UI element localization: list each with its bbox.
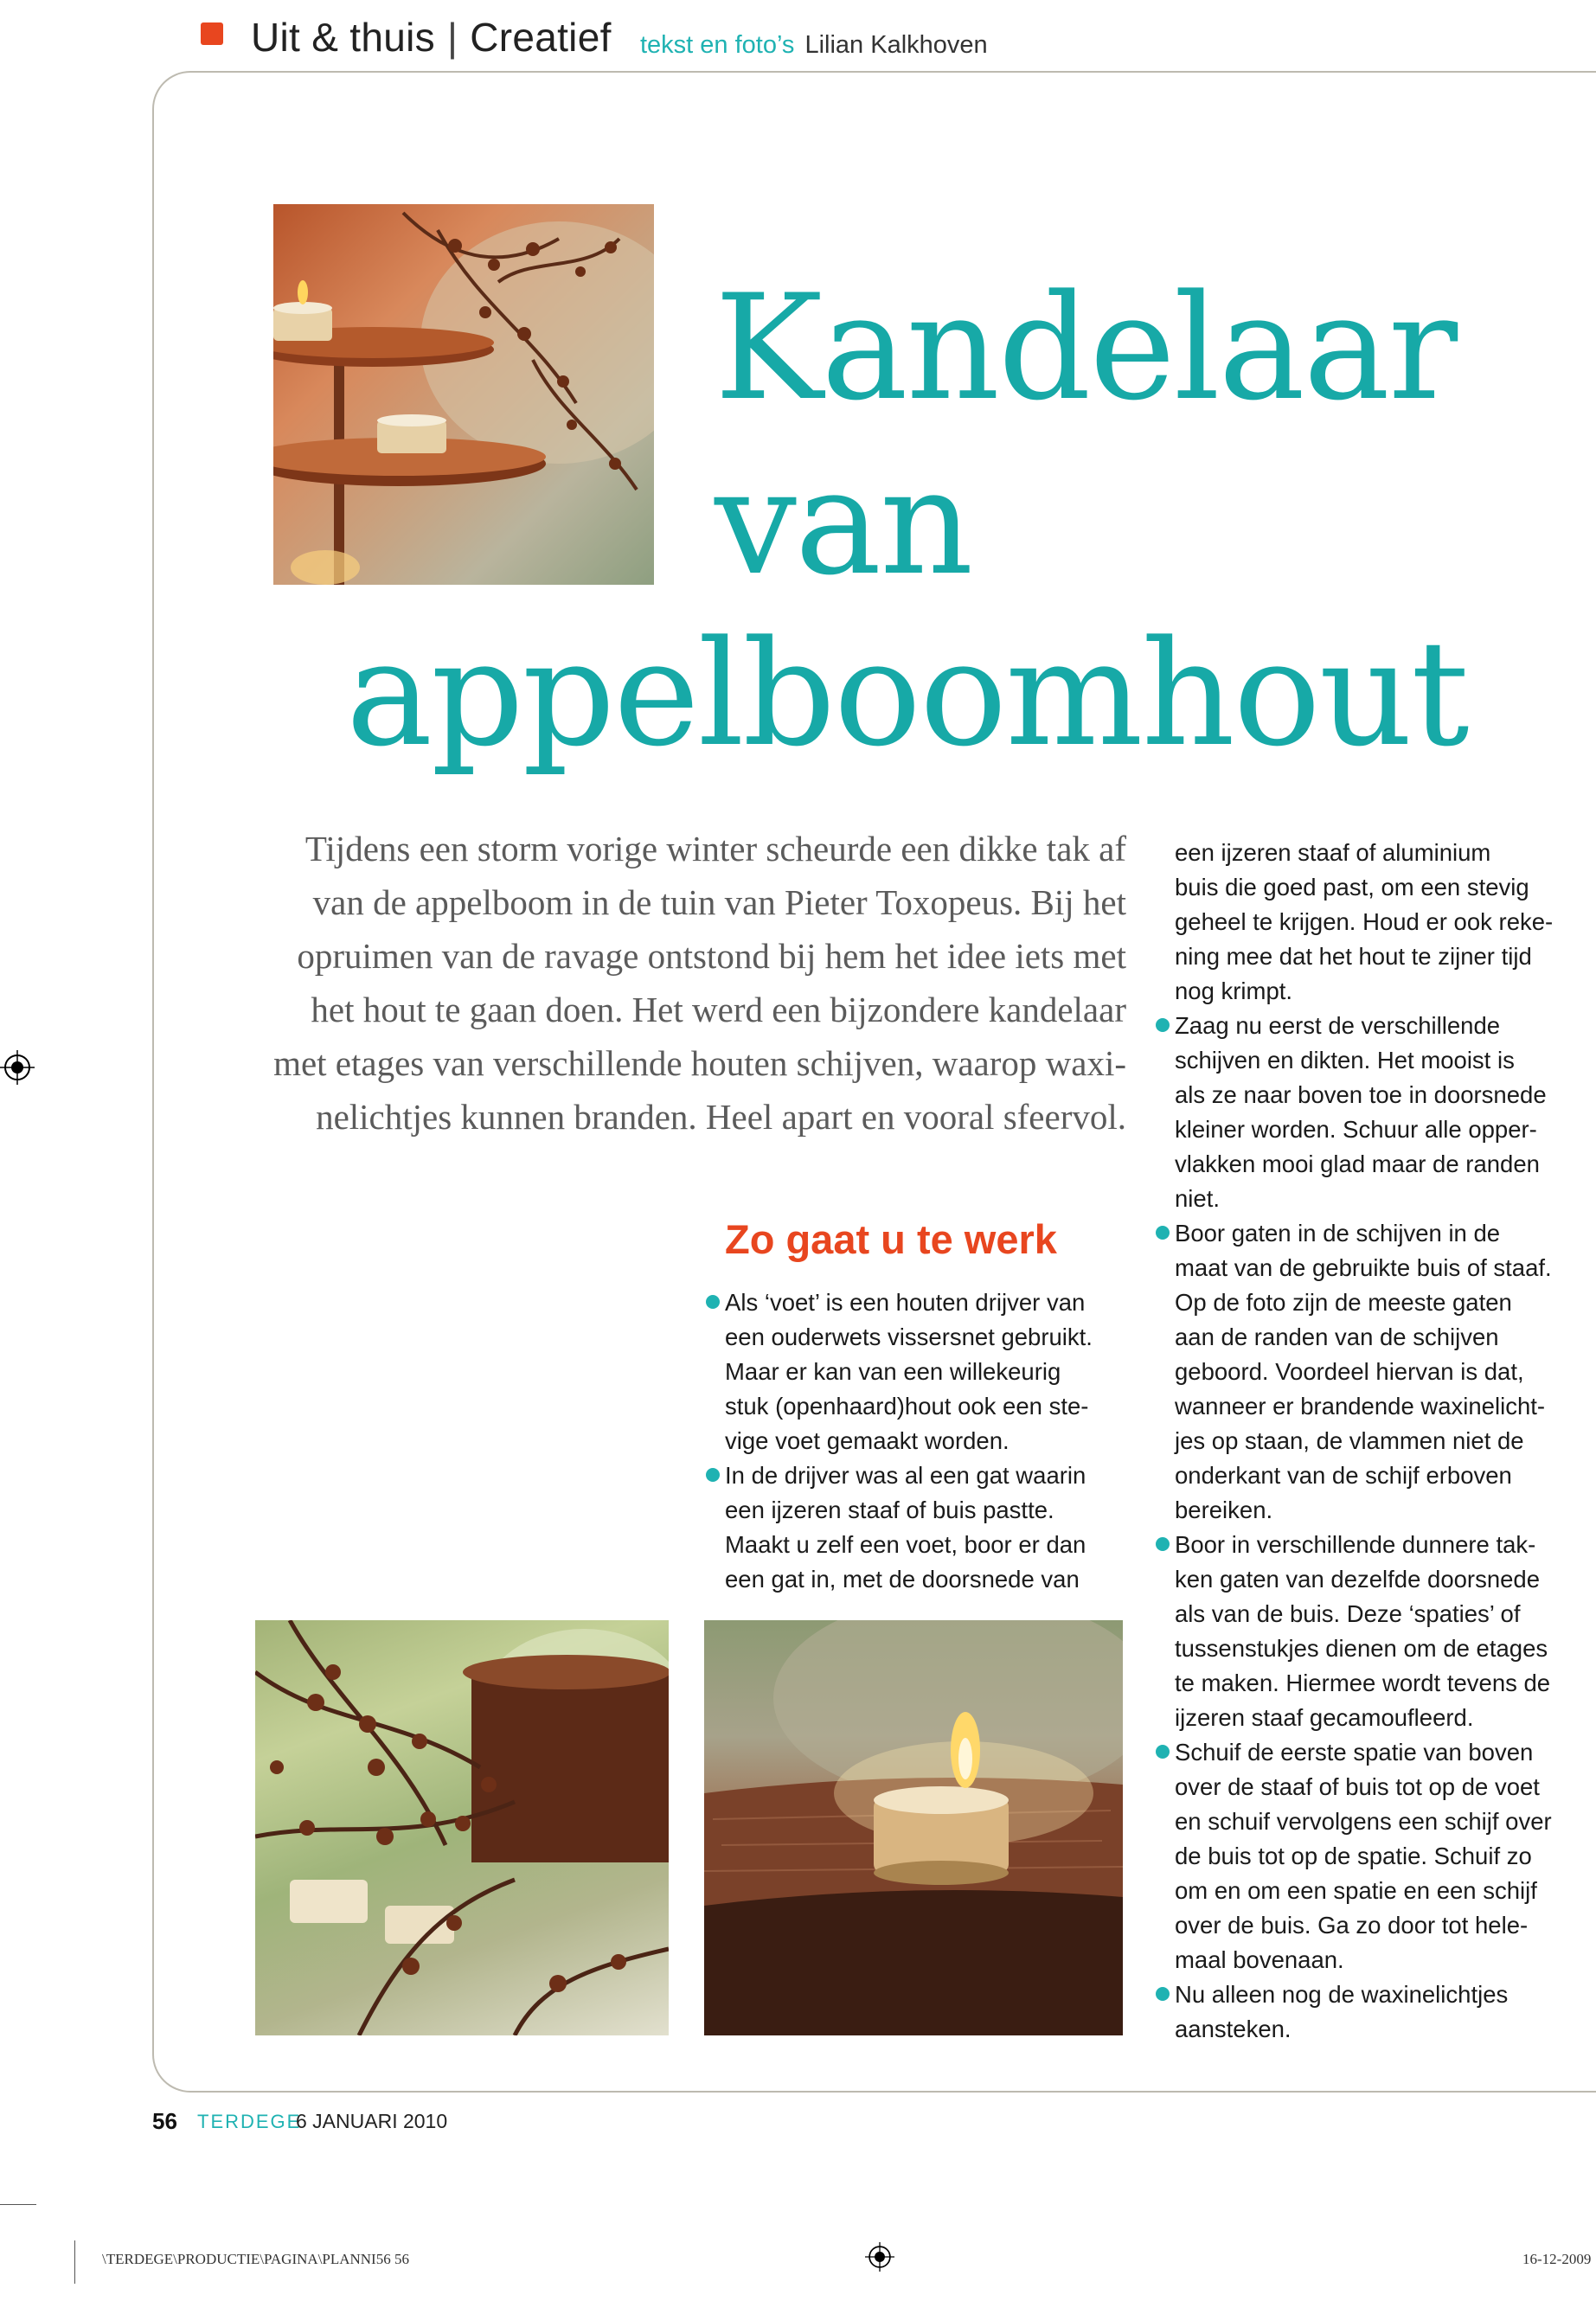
- step-text-line: aansteken.: [1175, 2016, 1292, 2042]
- step-text-line: niet.: [1175, 1185, 1220, 1212]
- step-text-line: een ouderwets vissersnet gebruikt.: [725, 1324, 1093, 1350]
- steps-column-2: [1175, 836, 1553, 2047]
- step-text-line: onderkant van de schijf erboven: [1175, 1462, 1512, 1489]
- step-text-line: ning mee dat het hout te zijner tijd: [1175, 943, 1532, 970]
- step-text-line: en schuif vervolgens een schijf over: [1175, 1808, 1552, 1835]
- step-text-line: nog krimpt.: [1175, 977, 1293, 1004]
- step-bullet-line: In de drijver was al een gat waarin: [725, 1458, 1093, 1493]
- step-text-line: stuk (openhaard)hout ook een ste-: [725, 1393, 1089, 1420]
- section-marker: [201, 22, 223, 45]
- step-text-line: maal bovenaan.: [1175, 1946, 1344, 1973]
- step-text-line: jes op staan, de vlammen niet de: [1175, 1427, 1524, 1454]
- page-number: 56: [152, 2108, 177, 2134]
- step-text-line: tussenstukjes dienen om de etages: [1175, 1635, 1548, 1662]
- step-text-line: ijzeren staaf gecamoufleerd.: [1175, 1704, 1474, 1731]
- section-separator: |: [446, 15, 458, 60]
- step-text-line: om en om een spatie en een schijf: [1175, 1877, 1537, 1904]
- registration-mark-icon: [865, 2242, 894, 2276]
- step-text-line: een gat in, met de doorsnede van: [725, 1566, 1080, 1593]
- intro-line: van de appelboom in de tuin van Pieter Toxopeus. Bij het: [312, 882, 1126, 922]
- registration-mark-icon: [0, 1050, 35, 1089]
- step-text-line: over de staaf of buis tot op de voet: [1175, 1773, 1540, 1800]
- step-bullet-line: Nu alleen nog de waxinelichtjes: [1175, 1977, 1553, 2012]
- step-text-line: Op de foto zijn de meeste gaten: [1175, 1289, 1512, 1316]
- intro-line: met etages van verschillende houten schijven, waarop waxi-: [273, 1043, 1126, 1083]
- step-text-line: buis die goed past, om een stevig: [1175, 874, 1529, 901]
- step-text-line: wanneer er brandende waxinelicht-: [1175, 1393, 1546, 1420]
- step-text-line: de buis tot op de spatie. Schuif zo: [1175, 1843, 1532, 1869]
- step-text-line: geboord. Voordeel hiervan is dat,: [1175, 1358, 1524, 1385]
- step-text-line: bereiken.: [1175, 1497, 1273, 1523]
- step-bullet-line: Boor gaten in de schijven in de: [1175, 1216, 1553, 1251]
- step-text-line: aan de randen van de schijven: [1175, 1324, 1499, 1350]
- step-text-line: over de buis. Ga zo door tot hele-: [1175, 1912, 1529, 1939]
- crop-mark: [0, 2204, 36, 2205]
- tealight-photo: [704, 1620, 1123, 2035]
- step-text-line: vlakken mooi glad maar de randen: [1175, 1150, 1540, 1177]
- issue-date: 6 JANUARI 2010: [296, 2110, 448, 2132]
- step-text-line: als ze naar boven toe in doorsnede: [1175, 1081, 1547, 1108]
- candelabra-photo: [273, 204, 654, 585]
- intro-line: Tijdens een storm vorige winter scheurde een dikke tak af: [304, 829, 1126, 868]
- intro-paragraph: [216, 822, 1126, 1144]
- step-bullet-line: Boor in verschillende dunnere tak-: [1175, 1528, 1553, 1562]
- step-text-line: een ijzeren staaf of buis pastte.: [725, 1497, 1054, 1523]
- article-credit: [640, 31, 988, 60]
- intro-line: opruimen van de ravage ontstond bij hem het idee iets met: [297, 936, 1126, 976]
- branch-photo: [255, 1620, 669, 2035]
- print-slug-path: \TERDEGE\PRODUCTIE\PAGINA\PLANNI56 56: [102, 2251, 409, 2267]
- step-text-line: schijven en dikten. Het mooist is: [1175, 1047, 1515, 1074]
- step-text-line: als van de buis. Deze ‘spaties’ of: [1175, 1600, 1521, 1627]
- title-line-2: van: [715, 438, 972, 607]
- step-text-line: Maakt u zelf een voet, boor er dan: [725, 1531, 1086, 1558]
- title-line-1: Kandelaar: [715, 263, 1457, 433]
- magazine-name: TERDEGE: [197, 2111, 302, 2132]
- intro-line: nelichtjes kunnen branden. Heel apart en vooral sfeervol.: [316, 1097, 1126, 1137]
- steps-heading: Zo gaat u te werk: [725, 1216, 1057, 1262]
- step-bullet-line: Als ‘voet’ is een houten drijver van: [725, 1285, 1093, 1320]
- step-text-line: kleiner worden. Schuur alle opper-: [1175, 1116, 1537, 1143]
- credit-label: tekst en foto’s: [640, 31, 795, 59]
- intro-line: het hout te gaan doen. Het werd een bijzondere kandelaar: [311, 990, 1126, 1029]
- step-text-line: maat van de gebruikte buis of staaf.: [1175, 1254, 1552, 1281]
- step-text-line: geheel te krijgen. Houd er ook reke-: [1175, 908, 1554, 935]
- steps-column-1: [725, 1285, 1093, 1597]
- title-line-3: appelboomhout: [346, 609, 1468, 779]
- subsection-name: Creatief: [470, 15, 612, 60]
- print-slug-date: 16-12-2009: [1522, 2251, 1592, 2267]
- section-label: [251, 14, 612, 61]
- step-text-line: ken gaten van dezelfde doorsnede: [1175, 1566, 1540, 1593]
- step-text-line: te maken. Hiermee wordt tevens de: [1175, 1670, 1551, 1696]
- step-text-line: een ijzeren staaf of aluminium: [1175, 839, 1491, 866]
- section-name: Uit & thuis: [251, 15, 435, 60]
- step-bullet-line: Schuif de eerste spatie van boven: [1175, 1735, 1553, 1770]
- step-text-line: vige voet gemaakt worden.: [725, 1427, 1010, 1454]
- step-bullet-line: Zaag nu eerst de verschillende: [1175, 1009, 1553, 1043]
- step-text-line: Maar er kan van een willekeurig: [725, 1358, 1061, 1385]
- credit-name: Lilian Kalkhoven: [804, 31, 988, 59]
- crop-mark: [74, 2240, 75, 2284]
